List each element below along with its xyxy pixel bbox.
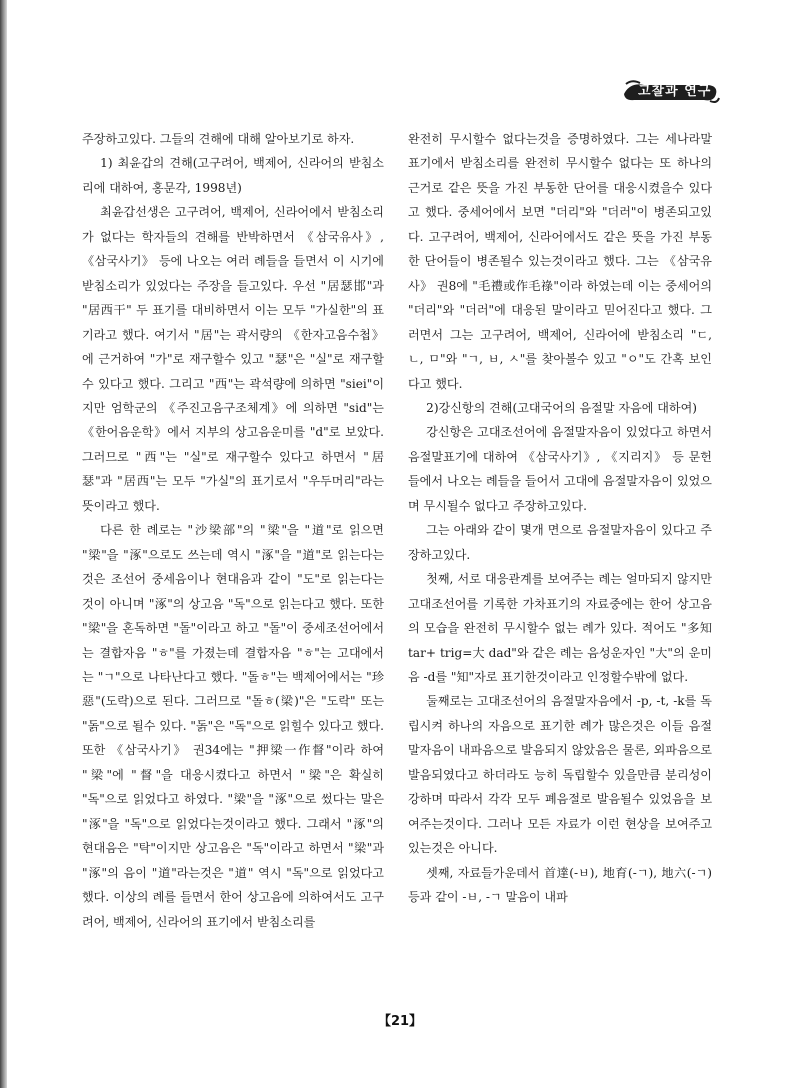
page-number: 【21】 (377, 1014, 423, 1029)
left-column (82, 127, 384, 934)
paragraph: 셋째, 자료들가운데서 首達(-ㅂ), 地育(-ㄱ), 地六(-ㄱ) 등과 같이 -ㅂ, -ㄱ 말음이 내파 (408, 865, 712, 905)
paragraph: 최윤갑선생은 고구려어, 백제어, 신라어에서 받침소리가 없다는 학자들의 견해를 반박하면서 《삼국유사》, 《삼국사기》 등에 나오는 여러 례들을 들면서 이 시기에 받침소리가 있었다는 주장을 들고있다. 우선 "居瑟邯"과 "居西干" 두 표기를 대비하면서 이는 모두 "가실한"의 표기라고 했다. 여기서 "居"는 곽서량의 《한자고음수첩》에 근거하여 "가"로 재구할수 있고 "瑟"은 "실"로 재구할수 있다고 했다. 그리고 "西"는 곽석량에 의하면 "siei"이지만 엄학군의 《주진고음구조체계》에 의하면 "sid"는 《한어음운학》에서 지부의 상고음운미를 "d"로 보았다. 그러므로 "西"는 "실"로 재구할수 있다고 하면서 "居瑟"과 "居西"는 모두 "가실"의 표기로서 "우두머리"라는 뜻이라고 했다. (82, 205, 384, 513)
header-logo (622, 80, 720, 104)
header-logo-text: 고찰과 연구 (638, 84, 712, 99)
paragraph: 그는 아래와 같이 몇개 면으로 음절말자음이 있다고 주장하고있다. (408, 523, 712, 562)
section-heading: 1) 최윤갑의 견해(고구려어, 백제어, 신라어의 받침소리에 대하여, 홍문각, 1998년) (82, 156, 384, 195)
paragraph: 첫째, 서로 대응관계를 보여주는 례는 얼마되지 않지만 고대조선어를 기록한 가차표기의 자료중에는 한어 상고음의 모습을 완전히 무시할수 없는 례가 있다. 적어도 "多知 tar+ trig=大 dad"와 같은 례는 음성운자인 "大"의 운미음 -d를 "知"자로 표기한것이라고 인정할수밖에 없다. (408, 572, 712, 684)
paragraph: 주장하고있다. 그들의 견해에 대해 알아보기로 하자. (82, 132, 355, 146)
paragraph: 다른 한 례로는 "沙梁部"의 "梁"을 "道"로 읽으면 "梁"을 "涿"으로도 쓰는데 역시 "涿"을 "道"로 읽는다는것은 조선어 중세음이나 현대음과 같이 "도"로 읽는다는것이 아니며 "涿"의 상고음 "독"으로 읽는다고 했다. 또한 "梁"을 혼독하면 "돌"이라고 하고 "돌"이 중세조선어에서는 결합자음 "ㅎ"를 가졌는데 결합자음 "ㅎ"는 고대에서는 "ㄱ"으로 나타난다고 했다. "돌ㅎ"는 백제어에서는 "珍惡"(도락)으로 된다. 그러므로 "돌ㅎ(梁)"은 "도락" 또는 "돍"으로 될수 있다. "돍"은 "독"으로 읽힐수 있다고 했다. 또한 《삼국사기》 권34에는 "押梁一作督"이라 하여 "梁"에 "督"을 대응시켰다고 하면서 "梁"은 확실히 "독"으로 읽었다고 하였다. "梁"을 "涿"으로 썼다는 말은 "涿"을 "독"으로 읽었다는것이라고 했다. 그래서 "涿"의 현대음은 "탁"이지만 상고음은 "독"이라고 하면서 "梁"과 "涿"의 음이 "道"라는것은 "道" 역시 "독"으로 읽었다고 했다. 이상의 례를 들면서 한어 상고음에 의하여서도 고구려어, 백제어, 신라어의 표기에서 받침소리를 (82, 523, 384, 929)
paragraph: 강신항은 고대조선어에 음절말자음이 있었다고 하면서 음절말표기에 대하여 《삼국사기》, 《지리지》 등 문헌들에서 나오는 례들을 들어서 고대에 음절말자음이 있었으며 무시될수 없다고 주장하고있다. (408, 425, 712, 513)
right-column (408, 127, 712, 910)
section-heading: 2)강신항의 견해(고대국어의 음절말 자음에 대하여) (426, 400, 698, 415)
paragraph: 완전히 무시할수 없다는것을 증명하였다. 그는 세나라말 표기에서 받침소리를 완전히 무시할수 없다는 또 하나의 근거로 같은 뜻을 가진 부동한 단어를 대응시켰을수 있다고 했다. 중세어에서 보면 "더리"와 "더러"이 병존되고있다. 고구려어, 백제어, 신라어에서도 같은 뜻을 가진 부동한 단어들이 병존될수 있는것이라고 했다. 그는 《삼국유사》 권8에 "毛禮或作毛祿"이라 하였는데 이는 중세어의 "더리"와 "더러"에 대응된 말이라고 믿어진다고 했다. 그러면서 그는 고구려어, 백제어, 신라어에 받침소리 "ㄷ, ㄴ, ㅁ"와 "ㄱ, ㅂ, ㅅ"를 찾아볼수 있고 "ㅇ"도 간혹 보인다고 했다. (408, 132, 712, 391)
scan-edge (0, 0, 7, 1088)
paragraph: 둘째로는 고대조선어의 음절말자음에서 -p, -t, -k를 독립시켜 하나의 자음으로 표기한 례가 많은것은 이들 음절말자음이 내파음으로 발음되지 않았음은 물론, 외파음으로 발음되였다고 하더라도 능히 독립할수 있을만큼 분리성이 강하며 따라서 각각 모두 폐음절로 발음될수 있었음을 보여주는것이다. 그러나 모든 자료가 이런 현상을 보여주고있는것은 아니다. (408, 694, 712, 856)
